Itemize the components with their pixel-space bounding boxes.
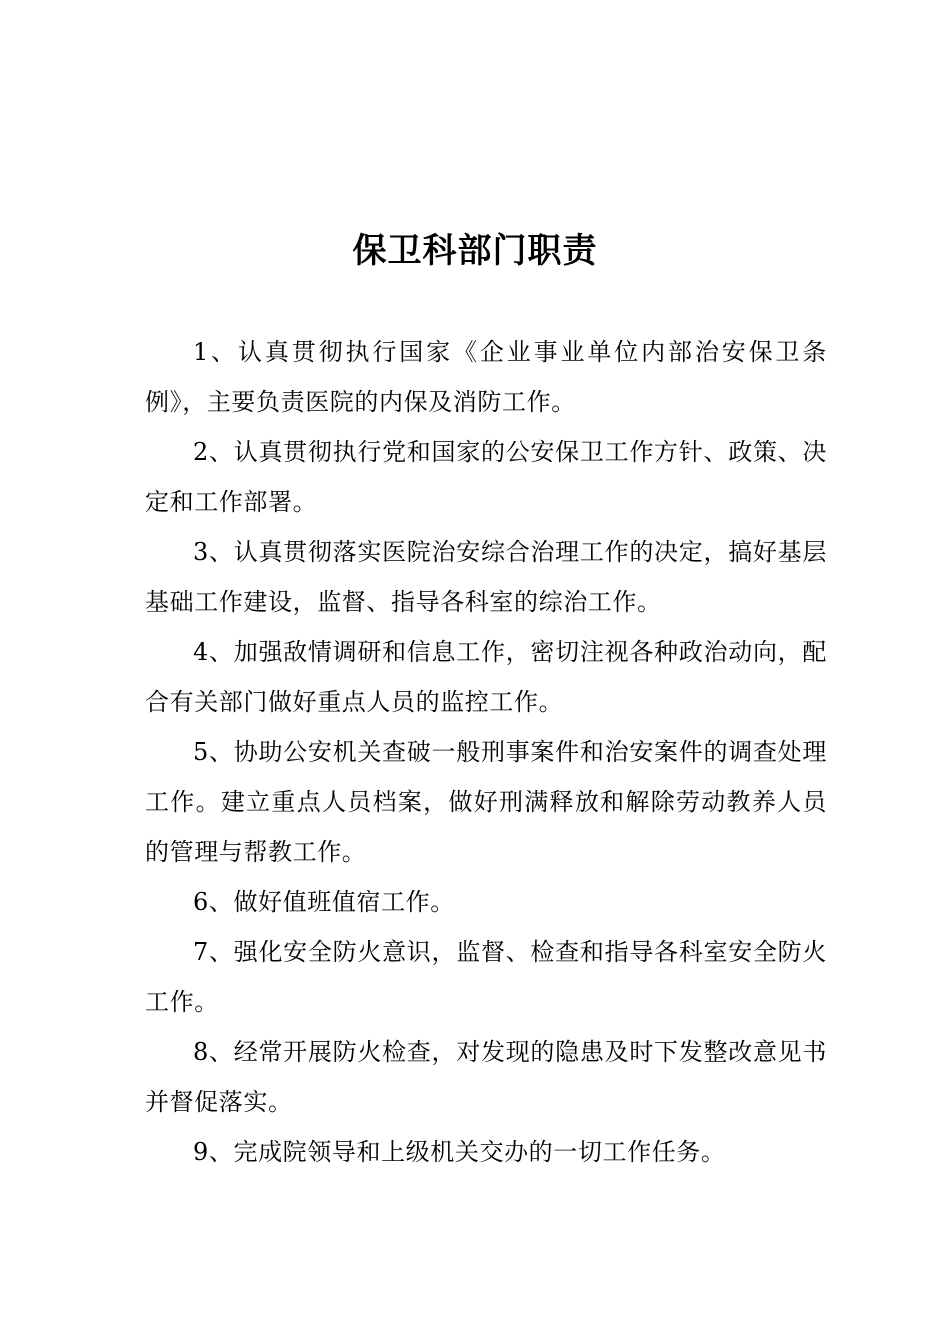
- duty-item-3: 3、认真贯彻落实医院治安综合治理工作的决定，搞好基层基础工作建设，监督、指导各科室的综治工作。: [145, 538, 827, 616]
- duty-item-5: 5、协助公安机关查破一般刑事案件和治安案件的调查处理工作。建立重点人员档案，做好刑满释放和解除劳动教养人员的管理与帮教工作。: [145, 738, 827, 866]
- duty-item-8: 8、经常开展防火检查，对发现的隐患及时下发整改意见书并督促落实。: [145, 1038, 827, 1116]
- duty-item-9: 9、完成院领导和上级机关交办的一切工作任务。: [193, 1138, 726, 1166]
- duty-item-1: 1、认真贯彻执行国家《企业事业单位内部治安保卫条例》，主要负责医院的内保及消防工作。: [145, 338, 827, 416]
- duties-list: [145, 327, 827, 1177]
- page-title: 保卫科部门职责: [352, 231, 598, 271]
- duty-item-7: 7、强化安全防火意识，监督、检查和指导各科室安全防火工作。: [145, 938, 827, 1016]
- duty-item-2: 2、认真贯彻执行党和国家的公安保卫工作方针、政策、决定和工作部署。: [145, 438, 827, 516]
- duty-item-4: 4、加强敌情调研和信息工作，密切注视各种政治动向，配合有关部门做好重点人员的监控工作。: [145, 638, 827, 716]
- duty-item-6: 6、做好值班值宿工作。: [193, 888, 455, 916]
